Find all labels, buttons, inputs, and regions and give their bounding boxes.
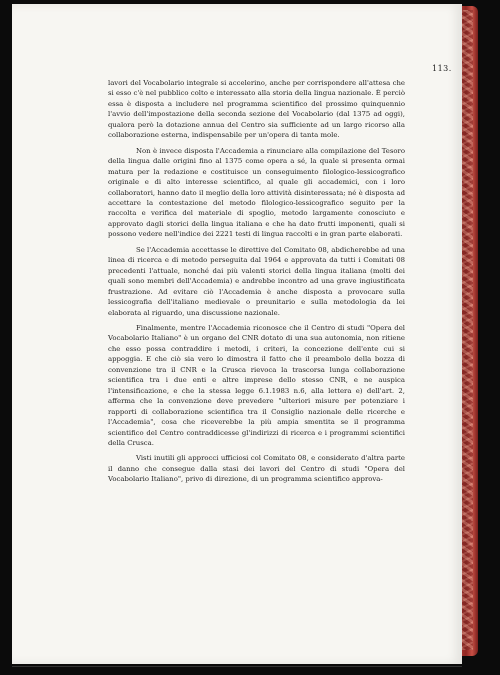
page-number: 113. [432, 64, 452, 73]
paragraph-3: Se l'Accademia accettasse le direttive del Comitato 08, abdicherebbe ad una linea di ricerca e di metodo perseguita dal 1964 e approvata da tutti i Comitati 08 precedenti l'attuale, nonché dai più valenti storici della lingua italiana (molti dei quali sono membri dell'Accademia) e andrebbe incontro ad una grave ingiustificata frustrazione. Ad evitare ciò l'Accademia è anche disposta a provocare sulla lessicografia dell'italiano medievale o preunitario e sulla metodologia da lei elaborata al riguardo, una discussione nazionale. [108, 245, 405, 317]
paragraph-4: Finalmente, mentre l'Accademia riconosce che il Centro di studi "Opera del Vocabolario Italiano" è un organo del CNR dotato di una sua autonomia, non ritiene che esso possa contraddire i metodi, i criteri, la concezione dell'ente cui si appoggia. E che ciò sia vero lo dimostra il fatto che il preambolo della bozza di convenzione tra il CNR e la Crusca rievoca la trascorsa lunga collaborazione scientifica tra i due enti e altre imprese dello stesso CNR, e ne auspica l'intensificazione, e che la stessa legge 6.1.1983 n.6, alla lettera e) dell'art. 2, afferma che la convenzione deve prevedere "ulteriori misure per potenziare i rapporti di collaborazione scientifica tra il Consiglio nazionale delle ricerche e l'Accademia", cosa che riceverebbe la più ampia smentita se il programma scientifico del Centro contraddicesse gl'indirizzi di ricerca e i programmi scientifici della Crusca. [108, 323, 405, 447]
bottom-edge-line [12, 666, 462, 667]
paragraph-1: lavori del Vocabolario integrale si accelerino, anche per corrispondere all'attesa che si esso c'è nel pubblico colto e interessato alla storia della lingua nazionale. È perciò essa è disposta a includere nel programma scientifico del prossimo quinquennio l'avvio dell'impostazione della seconda sezione del Vocabolario (dal 1375 ad oggi), qualora però la dotazione annua del Centro sia sufficiente ad un largo ricorso alla collaborazione esterna, indispensabile per un'opera di tanta mole. [108, 79, 405, 140]
page-body-text [108, 78, 405, 490]
marbled-binding-texture [461, 10, 473, 650]
paragraph-5: Visti inutili gli approcci ufficiosi col Comitato 08, e considerato d'altra parte il danno che consegue dalla stasi dei lavori del Centro di studi "Opera del Vocabolario Italiano", privo di direzione, di un programma scientifico approva- [108, 454, 405, 484]
paragraph-2: Non è invece disposta l'Accademia a rinunciare alla compilazione del Tesoro della lingua dalle origini fino al 1375 come opera a sé, la quale si presenta ormai matura per la redazione e costituisce un conseguimento filologico-lessicografico originale e di alto interesse scientifico, al quale gli accademici, con i loro collaboratori, hanno dato il meglio della loro attività disinteressata; né è disposta ad accettare la contestazione del metodo filologico-lessicografico seguito per la raccolta e verifica del materiale di spoglio, metodo largamente conosciuto e approvato dagli storici della lingua italiana e che ha dato frutti imponenti, quali si possono vedere nell'indice dei 2221 testi di lingua raccolti e in gran parte elaborati. [108, 146, 405, 239]
